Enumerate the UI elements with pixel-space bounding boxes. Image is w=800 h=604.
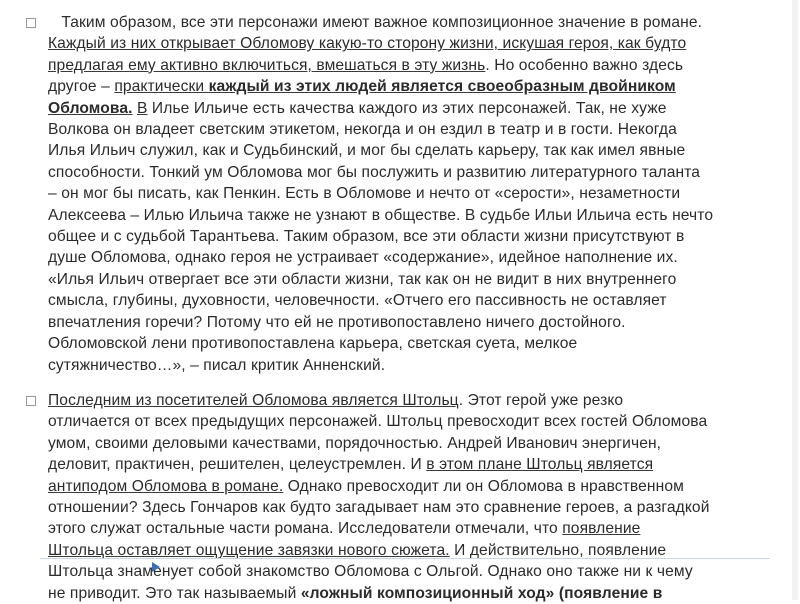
text-segment: другое – bbox=[48, 78, 115, 96]
text-line: Алексеева – Илью Ильича также не узнают в обществе. В судьбе Ильи Ильича есть нечто bbox=[48, 206, 714, 224]
text-line bbox=[48, 12, 778, 33]
pointer-arrow-icon bbox=[152, 562, 160, 572]
text-line: общее и с судьбой Тарантьева. Таким образом, все эти области жизни присутствуют в bbox=[48, 228, 685, 246]
text-line: впечатления горечи? Потому что ей не противопоставлено ничего достойного. bbox=[48, 313, 626, 331]
underlined-text: Штольца оставляет ощущение завязки нового сюжета. bbox=[48, 541, 450, 559]
text-line bbox=[48, 454, 778, 475]
text-segment: И действительно, появление bbox=[449, 541, 667, 559]
text-line bbox=[48, 98, 778, 119]
text-line: «Илья Ильич отвергает все эти области жизни, так как он не видит в них внутреннего bbox=[48, 270, 677, 288]
text-line: Каждый из них открывает Обломову какую-то сторону жизни, искушая героя, как будто bbox=[48, 35, 687, 53]
scrollbar[interactable] bbox=[792, 0, 798, 600]
bold-underlined-text: каждый из этих людей является своеобразным двойником bbox=[208, 78, 676, 96]
paragraph-1 bbox=[48, 12, 778, 376]
text-line: отношении? Здесь Гончаров как будто загадывает нам это сравнение героев, а разгадкой bbox=[48, 499, 710, 517]
bullet-marker bbox=[26, 396, 36, 406]
text-line: Илья Ильич служил, как и Судьбинский, и мог бы сделать карьеру, так как имел явные bbox=[48, 142, 686, 160]
text-line bbox=[48, 583, 778, 604]
text-line: сутяжничество…», – писал критик Анненский. bbox=[48, 356, 386, 374]
text-segment: этого служат остальные части романа. Исследователи отмечали, что bbox=[48, 520, 563, 538]
text-line: Штольца знаменует собой знакомство Обломова с Ольгой. Однако оно также ни к чему bbox=[48, 563, 693, 581]
bold-text: «ложный композиционный ход» (появление в bbox=[300, 584, 663, 602]
text-segment: Однако превосходит ли он Обломова в нравственном bbox=[283, 477, 684, 495]
bold-underlined-text: Обломова. bbox=[48, 99, 133, 117]
underlined-text: появление bbox=[562, 520, 641, 538]
divider-line bbox=[40, 558, 770, 559]
text-line: Обломовской лени противопоставлена карьера, светская суета, мелкое bbox=[48, 335, 578, 353]
bullet-marker bbox=[26, 18, 36, 28]
text-segment: . Этот герой уже резко bbox=[458, 392, 624, 409]
text-line: душе Обломова, однако героя не устраивает «содержание», идейное наполнение их. bbox=[48, 249, 678, 267]
text-segment: Таким образом, все эти персонажи имеют важное композиционное значение в романе. bbox=[61, 14, 703, 31]
text-line bbox=[48, 390, 778, 411]
text-segment: . Но особенно важно здесь bbox=[485, 56, 684, 74]
underlined-text: предлагая ему активно включиться, вмешаться в эту жизнь bbox=[48, 56, 486, 74]
text-segment: деловит, практичен, решителен, целеустремлен. И bbox=[48, 456, 427, 474]
underlined-text: В bbox=[136, 99, 148, 117]
underlined-text: антиподом Обломова в романе. bbox=[48, 477, 284, 495]
text-line bbox=[48, 518, 778, 539]
text-line: умом, своими деловыми качествами, порядочностью. Андрей Иванович энергичен, bbox=[48, 434, 662, 452]
text-line: – он мог бы писать, как Пенкин. Есть в Обломове и нечто от «серости», незаметности bbox=[48, 185, 681, 203]
text-line: Волкова он владеет светским этикетом, некогда и он ездил в театр и в гости. Некогда bbox=[48, 121, 677, 139]
underlined-text: Последним из посетителей Обломова является Штольц bbox=[48, 392, 459, 409]
text-segment: Илье Ильиче есть качества каждого из этих персонажей. Так, не хуже bbox=[147, 99, 667, 117]
underlined-text: практически bbox=[114, 78, 209, 96]
text-line: отличается от всех предыдущих персонажей. Штольц превосходит всех гостей Обломова bbox=[48, 413, 708, 431]
text-segment: не приводит. Это так называемый bbox=[48, 584, 301, 602]
text-line bbox=[48, 55, 778, 76]
underlined-text: в этом плане Штольц является bbox=[426, 456, 654, 474]
text-line bbox=[48, 76, 778, 97]
text-line bbox=[48, 476, 778, 497]
text-line: смысла, глубины, духовности, человечности. «Отчего его пассивность не оставляет bbox=[48, 292, 667, 310]
text-line: способности. Тонкий ум Обломова мог бы послужить и развитию литературного таланта bbox=[48, 163, 701, 181]
